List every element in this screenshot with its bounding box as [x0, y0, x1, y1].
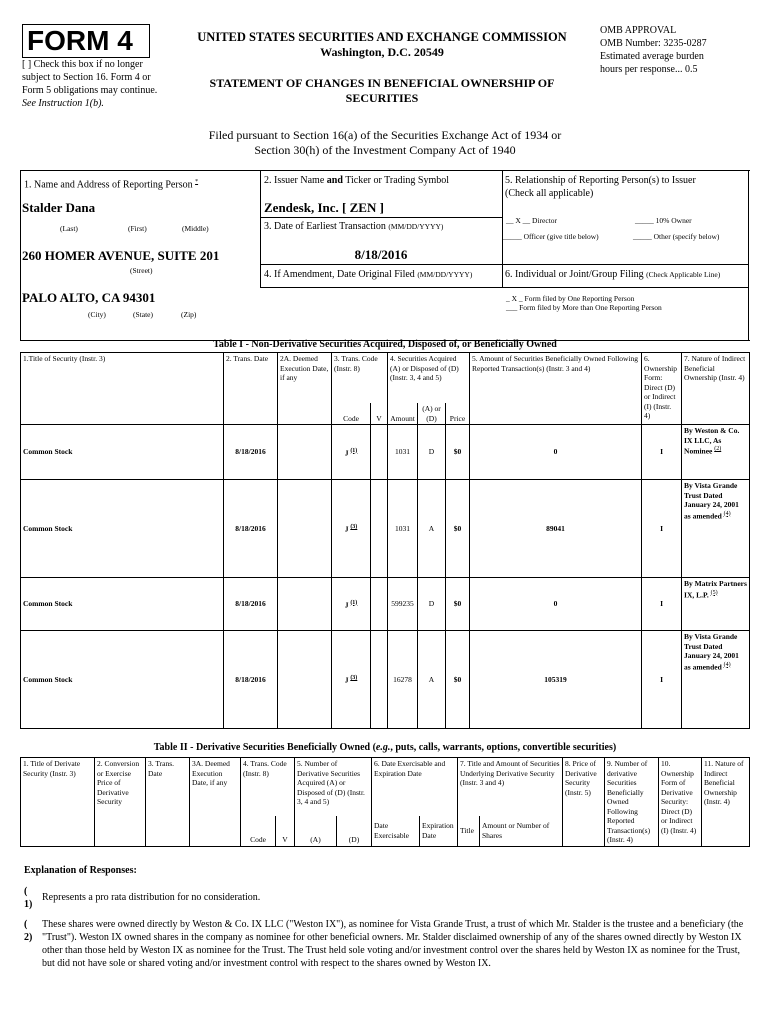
box6-label-text: 6. Individual or Joint/Group Filing: [505, 269, 644, 280]
box4-label: [264, 268, 472, 281]
row-code-footnote[interactable]: (1): [350, 447, 358, 454]
row-ad: D: [418, 425, 446, 480]
table2-title-b: , puts, calls, warrants, options, convertible securities): [390, 742, 617, 753]
row-form: I: [642, 578, 682, 631]
row-nature: [682, 480, 750, 578]
table-row: [21, 578, 750, 631]
row-code-value: J: [344, 524, 349, 534]
explanation-heading: Explanation of Responses:: [24, 865, 137, 876]
footnote-2-number: [24, 918, 36, 944]
zip-label: (Zip): [181, 310, 197, 319]
box1-label: [24, 176, 198, 191]
t2-header-date: 3. Trans. Date: [146, 758, 190, 847]
row-ad: A: [418, 631, 446, 729]
row-price: $0: [446, 631, 470, 729]
table1-title: Table I - Non-Derivative Securities Acquired, Disposed of, or Beneficially Owned: [213, 339, 557, 350]
t2-subheader-code: Code: [241, 816, 276, 846]
omb-burden: Estimated average burden: [600, 51, 704, 62]
footnote-1-num-a: (: [24, 886, 28, 897]
table2: [20, 757, 750, 847]
row-code-footnote[interactable]: (3): [350, 675, 358, 681]
agency-location: Washington, D.C. 20549: [320, 45, 444, 59]
table2-title-a: Table II - Derivative Securities Beneficially Owned (: [153, 742, 376, 753]
t1-header-nature: 7. Nature of Indirect Beneficial Ownership (Instr. 4): [682, 353, 750, 425]
footnote-2-num-b: 2): [24, 932, 33, 943]
box3-label: [264, 220, 443, 233]
t1-header-acquired: 4. Securities Acquired (A) or Disposed of (D) (Instr. 3, 4 and 5): [388, 353, 470, 403]
row-code: [332, 480, 371, 578]
row-v: [371, 578, 388, 631]
reporting-street: 260 HOMER AVENUE, SUITE 201: [22, 248, 220, 263]
t2-subheader-date-ex: Date Exercisable: [372, 816, 420, 846]
table2-title-eg: e.g.: [375, 742, 391, 753]
t1-header-date: 2. Trans. Date: [224, 353, 278, 425]
table1: [20, 352, 750, 729]
row-code: [332, 578, 371, 631]
box1-label-text: 1. Name and Address of Reporting Person: [24, 179, 193, 191]
row-nature: [682, 578, 750, 631]
row-nature-text: By Vista Grande Trust Dated January 24, 2001 as amended: [684, 481, 739, 520]
box5-label: [505, 174, 745, 200]
row-code: [332, 425, 371, 480]
row-date: 8/18/2016: [224, 578, 278, 631]
row-price: $0: [446, 425, 470, 480]
row-title: Common Stock: [21, 480, 224, 578]
box3-format: (MM/DD/YYYY): [388, 222, 444, 231]
box2-label-a: 2. Issuer Name: [264, 175, 325, 186]
row-form: I: [642, 480, 682, 578]
t2-header-code: 4. Trans. Code (Instr. 8): [241, 758, 295, 816]
t2-header-price: 8. Price of Derivative Security (Instr. 5): [563, 758, 605, 847]
filed-pursuant: [60, 128, 710, 158]
row-deemed: [278, 578, 332, 631]
t2-subheader-title: Title: [458, 816, 480, 846]
check-box-text: [ ] Check this box if no longer subject to Section 16. Form 4 or Form 5 obligations may continue.: [22, 59, 158, 96]
box4-format: (MM/DD/YYYY): [417, 270, 473, 279]
footnote-2-num-a: (: [24, 919, 28, 930]
reporting-city: PALO ALTO, CA 94301: [22, 290, 156, 305]
row-nature: [682, 425, 750, 480]
omb-approval: OMB APPROVAL: [600, 25, 677, 36]
box4-label-text: 4. If Amendment, Date Original Filed: [264, 269, 415, 280]
box1-star: *: [195, 179, 199, 185]
reporting-name: Stalder Dana: [22, 200, 96, 215]
t2-header-number: 5. Number of Derivative Securities Acquired (A) or Disposed of (D) (Instr. 3, 4 and 5): [295, 758, 372, 816]
city-label: (City): [88, 310, 106, 319]
row-title: Common Stock: [21, 425, 224, 480]
row-owned: 0: [470, 578, 642, 631]
table-row: [21, 425, 750, 480]
row-v: [371, 631, 388, 729]
row-title: Common Stock: [21, 631, 224, 729]
row-nature-footnote[interactable]: (5): [710, 589, 718, 596]
row-deemed: [278, 425, 332, 480]
row-form: I: [642, 631, 682, 729]
box6-sub: (Check Applicable Line): [646, 270, 721, 279]
see-instruction: See Instruction 1(b).: [22, 98, 104, 109]
t2-header-form: 10. Ownership Form of Derivative Security: Direct (D) or Indirect (I) (Instr. 4): [659, 758, 702, 847]
director-line: [506, 216, 557, 226]
filed-pursuant-line2: Section 30(h) of the Investment Company Act of 1940: [254, 143, 516, 157]
t2-header-underlying: 7. Title and Amount of Securities Underlying Derivative Security (Instr. 3 and 4): [458, 758, 563, 816]
footnote-2-text: These shares were owned directly by Weston & Co. IX LLC ("Weston IX"), as nominee for Vista Grande Trust, a trust of which Mr. Stalder is the trustee and a beneficiary (the "Trust"). Weston IX owned shares in the company as nominee for other beneficial owners. Mr. Stalder disclaimed ownership of any of the shares owned directly by Weston IX other than those held by Weston IX as nominee for the Trust. The Trust held sole voting and/or investment control over the shares held by Weston IX as nominee for the Trust, but did not have sole or shared voting and/or investment control with respect to the shares owned by Weston IX.: [42, 919, 744, 969]
one-person-mark: _ X _: [506, 294, 523, 303]
box2-label-b: Ticker or Trading Symbol: [345, 175, 450, 186]
row-code-value: J: [344, 600, 349, 609]
t2-subheader-a: (A): [295, 816, 337, 846]
t1-header-form: 6. Ownership Form: Direct (D) or Indirect (I) (Instr. 4): [642, 353, 682, 425]
director-label: Director: [532, 216, 558, 225]
row-price: $0: [446, 480, 470, 578]
row-amount: 599235: [388, 578, 418, 631]
row-nature-text: By Matrix Partners IX, L.P.: [684, 579, 747, 599]
t2-header-deemed: 3A. Deemed Execution Date, if any: [190, 758, 241, 847]
row-nature-footnote[interactable]: (4): [723, 661, 731, 668]
state-label: (State): [133, 310, 153, 319]
t2-header-conversion: 2. Conversion or Exercise Price of Derivative Security: [95, 758, 146, 847]
row-code-footnote[interactable]: (1): [350, 599, 358, 606]
row-owned: 0: [470, 425, 642, 480]
agency-name: UNITED STATES SECURITIES AND EXCHANGE COMMISSION: [197, 30, 567, 44]
row-price: $0: [446, 578, 470, 631]
table-row: [21, 631, 750, 729]
t1-header-deemed: 2A. Deemed Execution Date, if any: [278, 353, 332, 425]
t1-subheader-amount: Amount: [388, 403, 418, 425]
row-code-footnote[interactable]: (3): [350, 524, 358, 530]
row-nature-footnote[interactable]: (4): [723, 510, 731, 517]
ten-pct-owner: _____ 10% Owner: [635, 216, 692, 225]
director-mark: __ X __: [506, 216, 531, 225]
form-title: FORM 4: [22, 24, 150, 58]
row-amount: 1031: [388, 425, 418, 480]
table2-title: [20, 741, 750, 754]
first-label: (First): [128, 224, 147, 233]
row-code: [332, 631, 371, 729]
earliest-date: 8/18/2016: [354, 247, 408, 262]
row-date: 8/18/2016: [224, 480, 278, 578]
row-ad: D: [418, 578, 446, 631]
box3-label-text: 3. Date of Earliest Transaction: [264, 221, 386, 232]
row-deemed: [278, 631, 332, 729]
check-box-notice: [22, 58, 172, 110]
box5-label-text: 5. Relationship of Reporting Person(s) to Issuer: [505, 175, 696, 186]
row-date: 8/18/2016: [224, 425, 278, 480]
row-owned: 105319: [470, 631, 642, 729]
row-owned: 89041: [470, 480, 642, 578]
t2-subheader-v: V: [276, 816, 295, 846]
issuer-name: Zendesk, Inc. [ ZEN ]: [264, 200, 384, 215]
t1-subheader-v: V: [371, 403, 388, 425]
box2-label: [264, 174, 449, 187]
last-label: (Last): [60, 224, 78, 233]
middle-label: (Middle): [182, 224, 209, 233]
t2-header-exercisable: 6. Date Exercisable and Expiration Date: [372, 758, 458, 816]
t1-header-title: 1.Title of Security (Instr. 3): [21, 353, 224, 425]
t2-header-title: 1. Title of Derivate Security (Instr. 3): [21, 758, 95, 847]
t2-header-nature: 11. Nature of Indirect Beneficial Ownership (Instr. 4): [702, 758, 750, 847]
omb-box: [600, 24, 760, 76]
footnote-1-num-b: 1): [24, 899, 33, 910]
t1-subheader-aord: (A) or (D): [418, 403, 446, 425]
omb-number: OMB Number: 3235-0287: [600, 38, 707, 49]
footnote-1-text: Represents a pro rata distribution for no consideration.: [42, 892, 261, 903]
box5-sub: (Check all applicable): [505, 188, 594, 199]
row-v: [371, 425, 388, 480]
t1-subheader-code: Code: [332, 403, 371, 425]
more-person-line: ___ Form filed by More than One Reporting Person: [506, 303, 662, 312]
t1-header-code: 3. Trans. Code (Instr. 8): [332, 353, 388, 403]
omb-hours: hours per response... 0.5: [600, 64, 698, 75]
row-nature-text: By Vista Grande Trust Dated January 24, 2001 as amended: [684, 632, 739, 671]
box6-label: [505, 268, 720, 281]
filed-pursuant-line1: Filed pursuant to Section 16(a) of the Securities Exchange Act of 1934 or: [208, 128, 562, 142]
t2-subheader-exp: Expiration Date: [420, 816, 458, 846]
row-code-value: J: [344, 675, 349, 685]
row-form: I: [642, 425, 682, 480]
one-person-label: Form filed by One Reporting Person: [524, 294, 635, 303]
street-label: (Street): [130, 266, 153, 275]
row-nature: [682, 631, 750, 729]
row-deemed: [278, 480, 332, 578]
table-row: [21, 480, 750, 578]
other-line: _____ Other (specify below): [633, 232, 720, 241]
row-v: [371, 480, 388, 578]
officer-line: _____ Officer (give title below): [503, 232, 599, 241]
row-nature-footnote[interactable]: (2): [714, 446, 722, 452]
row-title: Common Stock: [21, 578, 224, 631]
row-nature-text: By Weston & Co. IX LLC, As Nominee: [684, 426, 740, 456]
footnote-1-number: [24, 885, 36, 911]
t1-header-owned: 5. Amount of Securities Beneficially Owned Following Reported Transaction(s) (Instr. 3 and 4): [470, 353, 642, 425]
row-amount: 1031: [388, 480, 418, 578]
t2-subheader-d: (D): [337, 816, 372, 846]
t2-header-owned: 9. Number of derivative Securities Beneficially Owned Following Reported Transaction(s) (Instr. 4): [605, 758, 659, 847]
row-amount: 16278: [388, 631, 418, 729]
statement-title: STATEMENT OF CHANGES IN BENEFICIAL OWNERSHIP OF SECURITIES: [209, 76, 555, 105]
row-ad: A: [418, 480, 446, 578]
t1-subheader-price: Price: [446, 403, 470, 425]
t2-subheader-amount: Amount or Number of Shares: [480, 816, 563, 846]
row-code-value: J: [344, 448, 349, 457]
box2-label-and: and: [326, 175, 343, 186]
row-date: 8/18/2016: [224, 631, 278, 729]
